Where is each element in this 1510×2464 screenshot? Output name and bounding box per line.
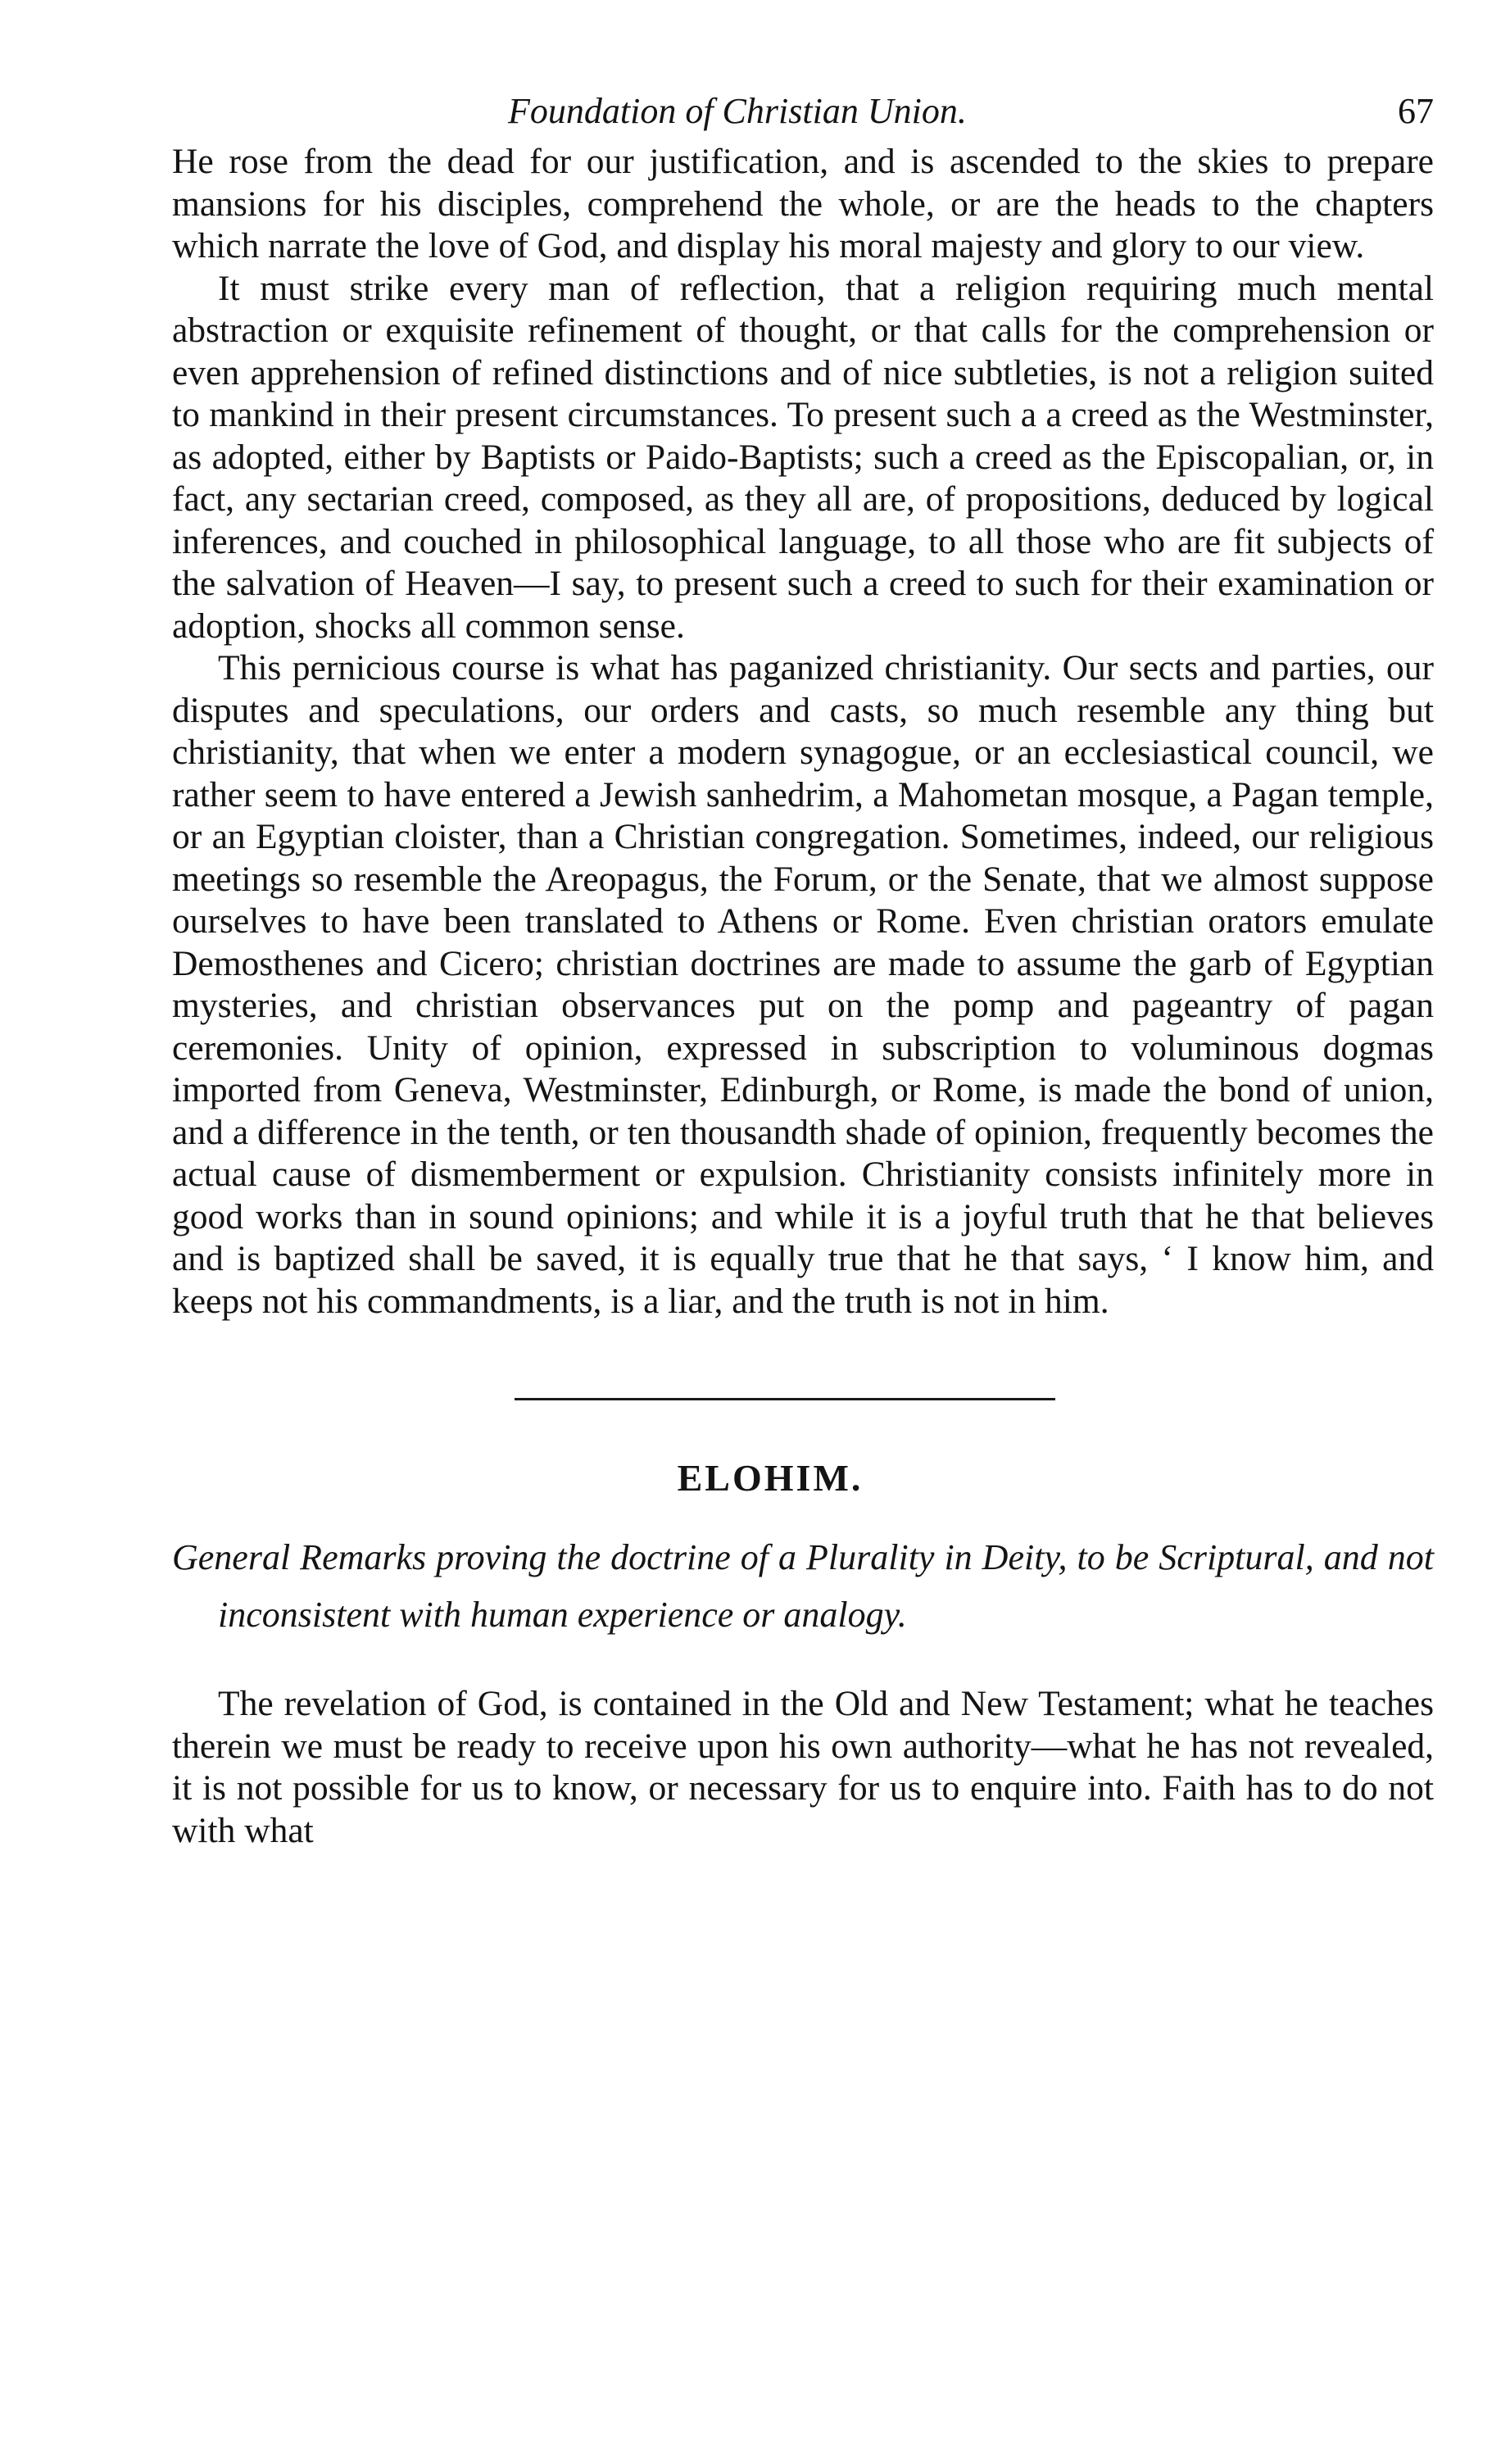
section-divider <box>515 1398 1055 1400</box>
body-text <box>172 141 1434 1323</box>
section-body <box>172 1683 1434 1852</box>
paragraph-revelation: The revelation of God, is contained in the Old and New Testament; what he teaches therein we must be ready to receive upon his own authority—what he has not revealed, it is not possible for us to know, or necessary for us to enquire into. Faith has to do not with what <box>172 1684 1434 1850</box>
running-title: Foundation of Christian Union. <box>508 91 967 131</box>
paragraph-justification: He rose from the dead for our justification, and is ascended to the skies to prepare mansions for his disciples, comprehend the whole, or are the heads to the chapters which narrate the love of God, and display his moral majesty and glory to our view. <box>172 142 1434 265</box>
page-number: 67 <box>1398 91 1434 131</box>
running-head <box>172 90 1434 141</box>
book-page <box>172 90 1434 1852</box>
paragraph-religion-reflection: It must strike every man of reflection, that a religion requiring much mental abstraction or exquisite refinement of thought, or that calls for the comprehension or even apprehension of refined distinctions and of nice subtleties, is not a religion suited to mankind in their present circumstances. To present such a a creed as the Westminster, as adopted, either by Baptists or Paido-Baptists; such a creed as the Episcopalian, or, in fact, any sectarian creed, composed, as they all are, of propositions, deduced by logical inferences, and couched in philosophical language, to all those who are fit subjects of the salvation of Heaven—I say, to present such a creed to such for their examination or adoption, shocks all common sense. <box>172 268 1434 646</box>
section-title: ELOHIM. <box>677 1457 864 1499</box>
section-subtitle: General Remarks proving the doctrine of a Plurality in Deity, to be Scriptural, and not inconsistent with human experience or analogy. <box>172 1537 1434 1635</box>
paragraph-paganized-christianity: This pernicious course is what has paganized christianity. Our sects and parties, our disputes and speculations, our orders and casts, so much resemble any thing but christianity, that when we enter a modern synagogue, or an ecclesiastical council, we rather seem to have entered a Jewish sanhedrim, a Mahometan mosque, a Pagan temple, or an Egyptian cloister, than a Christian congregation. Sometimes, indeed, our religious meetings so resemble the Areopagus, the Forum, or the Senate, that we almost suppose ourselves to have been translated to Athens or Rome. Even christian orators emulate Demosthenes and Cicero; christian doctrines are made to assume the garb of Egyptian mysteries, and christian observances put on the pomp and pageantry of pagan ceremonies. Unity of opinion, expressed in subscription to voluminous dogmas imported from Geneva, Westminster, Edinburgh, or Rome, is made the bond of union, and a difference in the tenth, or ten thousandth shade of opinion, frequently becomes the actual cause of dismemberment or expulsion. Christianity consists infinitely more in good works than in sound opinions; and while it is a joyful truth that he that believes and is baptized shall be saved, it is equally true that he that says, ‘ I know him, and keeps not his commandments, is a liar, and the truth is not in him. <box>172 648 1434 1321</box>
